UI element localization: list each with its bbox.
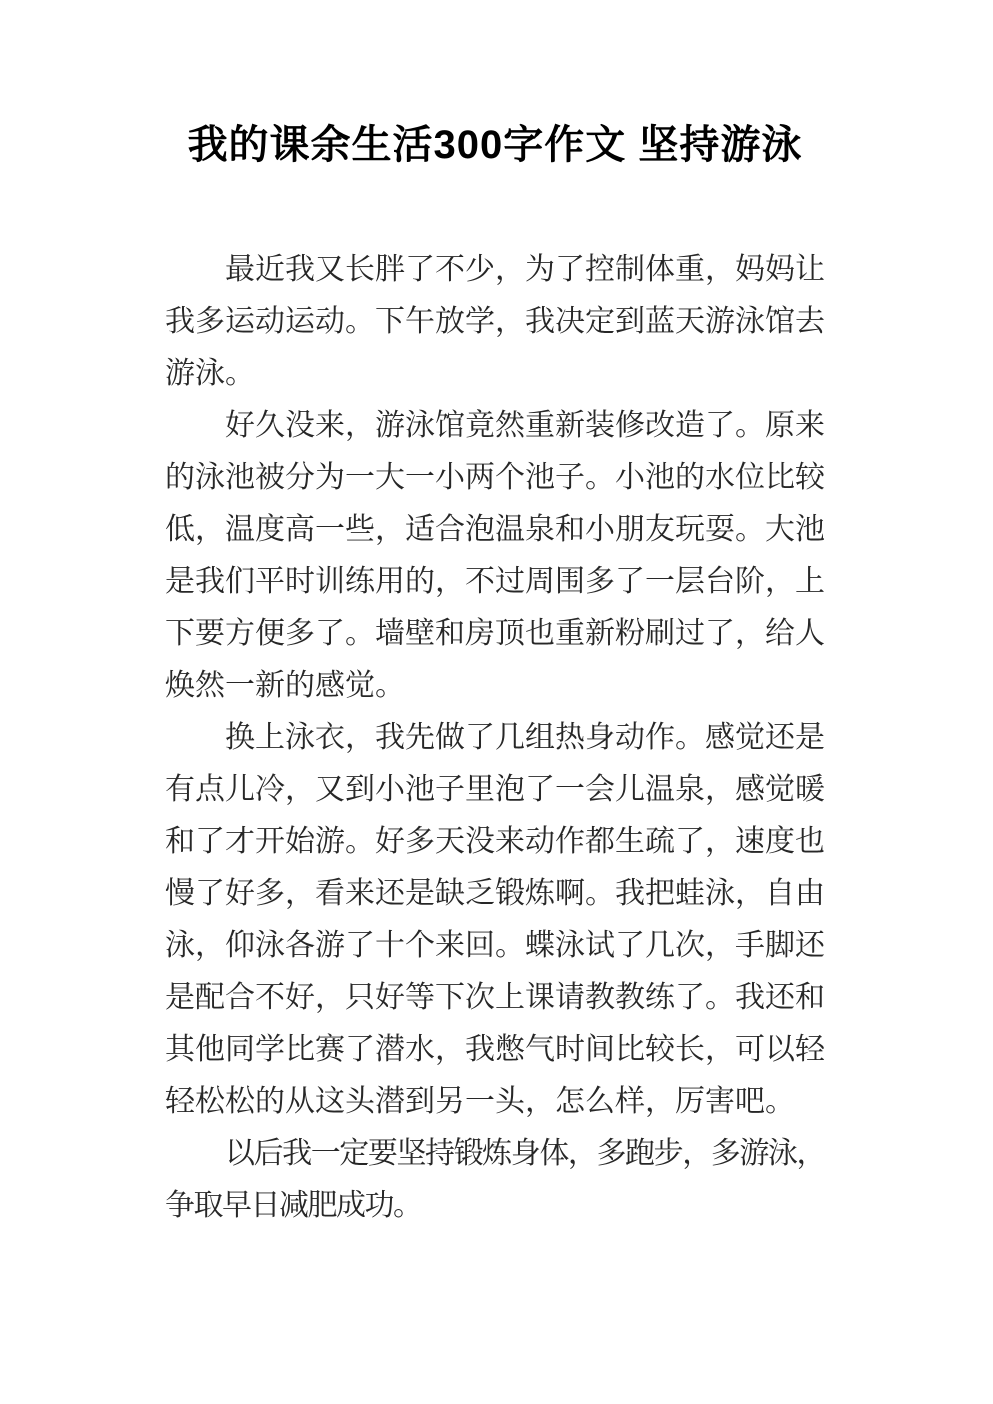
paragraph-1: 最近我又长胖了不少，为了控制体重，妈妈让我多运动运动。下午放学，我决定到蓝天游泳馆去游泳。 [165,253,825,390]
paragraph-4: 以后我一定要坚持锻炼身体，多跑步，多游泳，争取早日减肥成功。 [165,1137,825,1222]
paragraph-2: 好久没来，游泳馆竟然重新装修改造了。原来的泳池被分为一大一小两个池子。小池的水位比较低，温度高一些，适合泡温泉和小朋友玩耍。大池是我们平时训练用的，不过周围多了一层台阶，上下要方便多了。墙壁和房顶也重新粉刷过了，给人焕然一新的感觉。 [165,409,825,702]
document-title: 我的课余生活300字作文 坚持游泳 [187,123,803,167]
paragraph-3: 换上泳衣，我先做了几组热身动作。感觉还是有点儿冷，又到小池子里泡了一会儿温泉，感觉暖和了才开始游。好多天没来动作都生疏了，速度也慢了好多，看来还是缺乏锻炼啊。我把蛙泳，自由泳，仰泳各游了十个来回。蝶泳试了几次，手脚还是配合不好，只好等下次上课请教教练了。我还和其他同学比赛了潜水，我憋气时间比较长，可以轻轻松松的从这头潜到另一头，怎么样，厉害吧。 [165,721,825,1118]
